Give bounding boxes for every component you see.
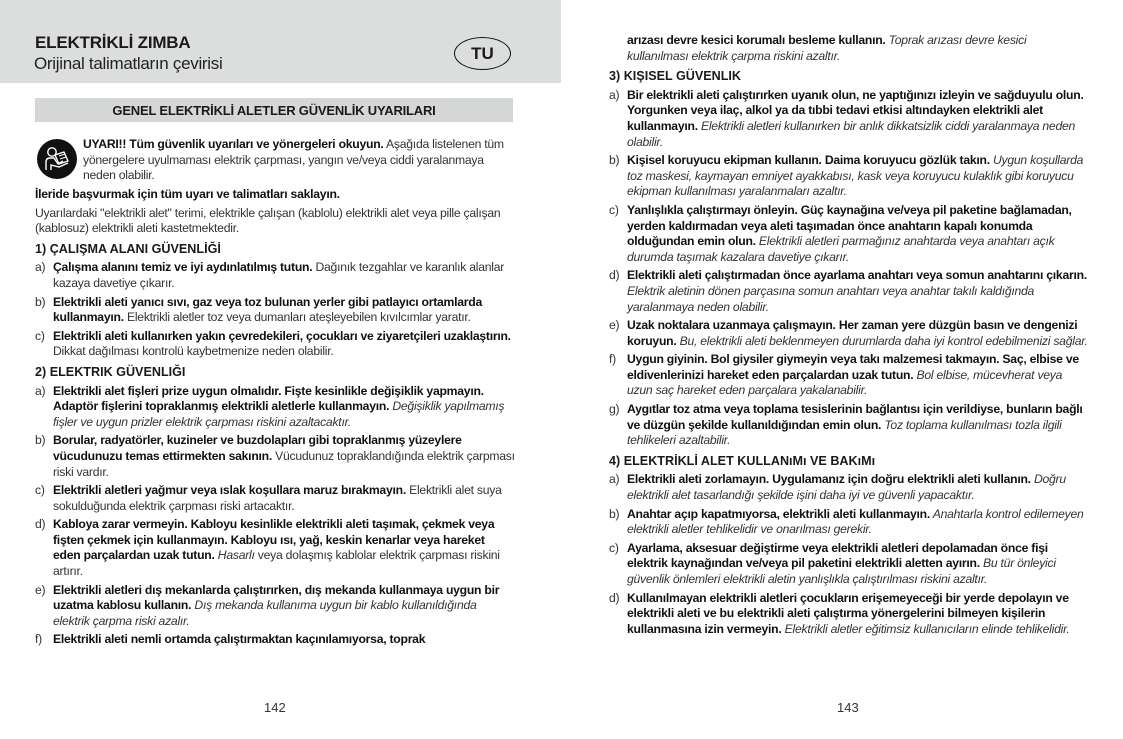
- item-text: Elektrikli aletler toz veya dumanları ateşleyebilen kıvılcımlar yaratır.: [123, 310, 471, 325]
- document-subtitle: Orijinal talimatların çevirisi: [34, 54, 223, 73]
- item-italic: Toprak arızası devre kesici kullanılması elektrik çarpma riskini azaltır.: [627, 33, 1027, 63]
- list-item: [609, 541, 1089, 588]
- list-item: [35, 295, 515, 326]
- list-item: [35, 632, 515, 648]
- item-marker: c): [35, 328, 45, 343]
- item-marker: d): [609, 590, 620, 605]
- read-manual-icon: [37, 139, 77, 179]
- item-marker: e): [35, 582, 46, 597]
- item-italic: Elektrik aletinin dönen parçasına somun anahtarı veya anahtar takılı kaldığında yaralanmaya neden olabilir.: [627, 283, 1035, 314]
- item-italic: Bol elbise, mücevherat veya uzun saç hareket eden parçalara yakalanabilir.: [627, 367, 1063, 398]
- item-bold: Anahtar açıp kapatmıyorsa, elektrikli aleti kullanmayın.: [627, 506, 931, 521]
- item-bold: Kabloya zarar vermeyin. Kabloyu kesinlikle elektrikli aleti taşımak, çekmek veya fişten çekmek için kullanmayın. Kabloyu ısı, yağ, keskin kenarlar veya hareket eden parçalardan uzak tutun.: [53, 517, 495, 563]
- item-bold: Elektrikli alet fişleri prize uygun olmalıdır. Fişte kesinlikle değişiklik yapmayın. Adaptör fişlerini topraklanmış elektrikli aletlerle kullanmayın.: [53, 383, 484, 414]
- section-heading-personal-safety: 3) KIŞISEL GÜVENLIK: [609, 69, 742, 84]
- item-italic: Toz toplama kullanılması tozla ilgili tehlikeleri azaltabilir.: [627, 417, 1062, 448]
- keep-notice-text: İleride başvurmak için tüm uyarı ve talimatları saklayın.: [35, 187, 340, 201]
- item-marker: a): [35, 383, 46, 398]
- item-bold: Elektrikli aleti kullanırken yakın çevredekileri, çocukları ve ziyaretçileri uzaklaştırın.: [53, 328, 511, 343]
- list-item: [609, 88, 1089, 150]
- item-marker: c): [35, 483, 45, 498]
- list-item: [35, 583, 515, 630]
- item-bold: Kişisel koruyucu ekipman kullanın. Daima koruyucu gözlük takın.: [627, 153, 990, 168]
- item-bold: Elektrikli aleti nemli ortamda çalıştırmaktan kaçınılamıyorsa, toprak: [53, 632, 426, 647]
- list-item: [609, 402, 1089, 449]
- item-marker: a): [609, 87, 620, 102]
- item-bold: Uzak noktalara uzanmaya çalışmayın. Her zaman yere düzgün basın ve dengenizi koruyun.: [627, 318, 1078, 348]
- list-item: [35, 260, 515, 291]
- item-marker: d): [35, 517, 46, 532]
- item-marker: b): [609, 506, 620, 521]
- section-heading-work-area: 1) ÇALIŞMA ALANI GÜVENLİĞİ: [35, 241, 221, 256]
- language-badge: TU: [454, 37, 511, 70]
- item-marker: d): [609, 268, 620, 283]
- item-bold: Elektrikli aleti yanıcı sıvı, gaz veya toz bulunan yerler gibi patlayıcı ortamlarda kullanmayın.: [53, 294, 483, 325]
- item-bold: Borular, radyatörler, kuzineler ve buzdolapları gibi topraklanmış yüzeylere vücudunuzu temas ettirmekten sakının.: [53, 433, 462, 463]
- list-item: [609, 153, 1089, 200]
- item-bold: Elektrikli aleti zorlamayın. Uygulamanız için doğru elektrikli aleti kullanın.: [627, 472, 1031, 487]
- item-text: Elektrikli alet suya sokulduğunda elektrik çarpması riski artacaktır.: [53, 483, 502, 513]
- item-bold: Kullanılmayan elektrikli aletleri çocukların erişemeyeceği bir yerde depolayın ve elektrikli aleti ve bu elektrikli aleti çalıştırma yönergelerini bilmeyen kişilerin kullanmasına izin vermeyin.: [627, 590, 1069, 636]
- keep-instructions-notice: [35, 187, 515, 203]
- item-italic: Dış mekanda kullanıma uygun bir kablo kullanıldığında elektrik çarpma riski azalır.: [53, 598, 477, 628]
- item-italic: Hasarlı: [214, 548, 255, 563]
- page-number: 143: [837, 700, 859, 715]
- item-marker: b): [35, 294, 46, 309]
- list-item: [609, 352, 1089, 399]
- item-italic: Değişiklik yapılmamış fişler ve uygun prizler elektrik çarpması riskini azaltacaktır.: [53, 399, 505, 429]
- item-bold: Bir elektrikli aleti çalıştırırken uyanık olun, ne yaptığınızı izleyin ve sağduyulu olun. Yorgunken veya ilaç, alkol ya da tıbbi tedavi etkisi altındayken elektrikli alet kullanmayın.: [627, 87, 1084, 133]
- item-bold: arızası devre kesici korumalı besleme kullanın.: [627, 33, 886, 47]
- item-marker: f): [609, 352, 616, 367]
- item-italic: Elektrikli aletler eğitimsiz kullanıcıların elinde tehlikelidir.: [781, 621, 1070, 636]
- item-marker: c): [609, 540, 619, 555]
- item-bold: Uygun giyinin. Bol giysiler giymeyin veya takı malzemesi takmayın. Saç, elbise ve eldivenlerinizi hareket eden parçalardan uzak tutun.: [627, 352, 1079, 382]
- item-italic: Bu tür önleyici güvenlik önlemleri elektrikli aletin yanlışlıkla çalıştırılması riskini azaltır.: [627, 556, 1056, 586]
- item-italic: Doğru elektrikli alet tasarlandığı şekilde işini daha iyi ve güvenli yapacaktır.: [627, 472, 1066, 503]
- document-title: ELEKTRİKLİ ZIMBA: [35, 33, 191, 52]
- item-italic: Uygun koşullarda toz maskesi, kaymayan emniyet ayakkabısı, kask veya koruyucu kulaklık gibi koruyucu ekipman kullanılması yaralanmaları azaltır.: [627, 153, 1084, 199]
- warning-bold-text: UYARI!! Tüm güvenlik uyarıları ve yönergeleri okuyun.: [83, 137, 384, 151]
- item-bold: Elektrikli aletleri dış mekanlarda çalıştırırken, dış mekanda kullanmaya uygun bir uzatma kablosu kullanın.: [53, 582, 500, 613]
- list-item: [35, 384, 515, 431]
- item-bold: Yanlışlıkla çalıştırmayı önleyin. Güç kaynağına ve/veya pil paketine bağlamadan, yerden kaldırmadan veya aleti taşımadan önce anahtarın kapalı konumda olduğundan emin olun.: [627, 202, 1072, 249]
- section-title-bar: GENEL ELEKTRİKLİ ALETLER GÜVENLİK UYARILARI: [35, 98, 513, 122]
- list-item: [609, 318, 1089, 349]
- continued-item: [609, 33, 1089, 64]
- definition-paragraph: Uyarılardaki "elektrikli alet" terimi, elektrikle çalışan (kablolu) elektrikli alet veya pille çalışan (kablosuz) elektrikli aleti kastetmektedir.: [35, 205, 501, 236]
- item-bold: Elektrikli aletleri yağmur veya ıslak koşullara maruz bırakmayın.: [53, 483, 406, 498]
- list-item: [609, 203, 1089, 265]
- right-page: [561, 0, 1123, 739]
- item-marker: f): [35, 632, 42, 647]
- item-bold: Aygıtlar toz atma veya toplama tesislerinin bağlantısı için verildiyse, bunların bağlı ve düzgün şekilde kullanıldığından emin olun.: [627, 402, 1083, 432]
- item-text: Dağınık tezgahlar ve karanlık alanlar kazaya davetiye çıkarır.: [53, 260, 505, 290]
- list-item: [35, 433, 515, 480]
- left-content: [35, 137, 515, 651]
- list-item: [35, 329, 515, 360]
- item-marker: c): [609, 202, 619, 217]
- item-text: veya dolaşmış kablolar elektrik çarpması riskini artırır.: [53, 548, 500, 579]
- warning-text: Aşağıda listelenen tüm yönergelere uyulmaması elektrik çarpması, yangın ve/veya ciddi yaralanmaya neden olabilir.: [83, 137, 504, 183]
- item-bold: Ayarlama, aksesuar değiştirme veya elektrikli aletleri depolamadan önce fişi elektrik kaynağından ve/veya pil paketini elektrikli aletten ayırın.: [627, 540, 1048, 571]
- list-item: [609, 591, 1089, 638]
- page-number: 142: [264, 700, 286, 715]
- item-italic: Elektrikli aletleri parmağınız anahtarda veya anahtarı açık durumda taşımak kazalara davetiye çıkarır.: [627, 234, 1055, 264]
- item-marker: a): [609, 472, 620, 487]
- item-italic: Anahtarla kontrol edilemeyen elektrikli aletler tehlikelidir ve onarılması gerekir.: [627, 506, 1084, 537]
- section-heading-electrical-safety: 2) ELEKTRIK GÜVENLIĞI: [35, 364, 186, 379]
- item-marker: b): [35, 433, 46, 448]
- item-marker: g): [609, 402, 620, 417]
- item-bold: Çalışma alanını temiz ve iyi aydınlatılmış tutun.: [53, 260, 313, 275]
- list-item: [609, 268, 1089, 315]
- list-item: [609, 507, 1089, 538]
- item-bold: Elektrikli aleti çalıştırmadan önce ayarlama anahtarı veya somun anahtarını çıkarın.: [627, 268, 1087, 283]
- left-page: [0, 0, 561, 739]
- list-item: [35, 517, 515, 579]
- right-content: [609, 33, 1089, 640]
- item-text: Dikkat dağılması kontrolü kaybetmenize neden olabilir.: [53, 344, 334, 359]
- warning-block: [35, 137, 515, 184]
- item-text: Vücudunuz topraklandığında elektrik çarpması riski vardır.: [53, 448, 515, 479]
- item-italic: Elektrikli aletleri kullanırken bir anlık dikkatsizlik ciddi yaralanmaya neden olabilir.: [627, 118, 1076, 149]
- item-italic: Bu, elektrikli aleti beklenmeyen durumlarda daha iyi kontrol edebilmenizi sağlar.: [676, 333, 1088, 348]
- item-marker: a): [35, 260, 46, 275]
- section-heading-tool-use-care: 4) ELEKTRİKLİ ALET KULLANıMı VE BAKıMı: [609, 453, 876, 468]
- list-item: [35, 483, 515, 514]
- item-marker: e): [609, 318, 620, 333]
- item-marker: b): [609, 153, 620, 168]
- list-item: [609, 472, 1089, 503]
